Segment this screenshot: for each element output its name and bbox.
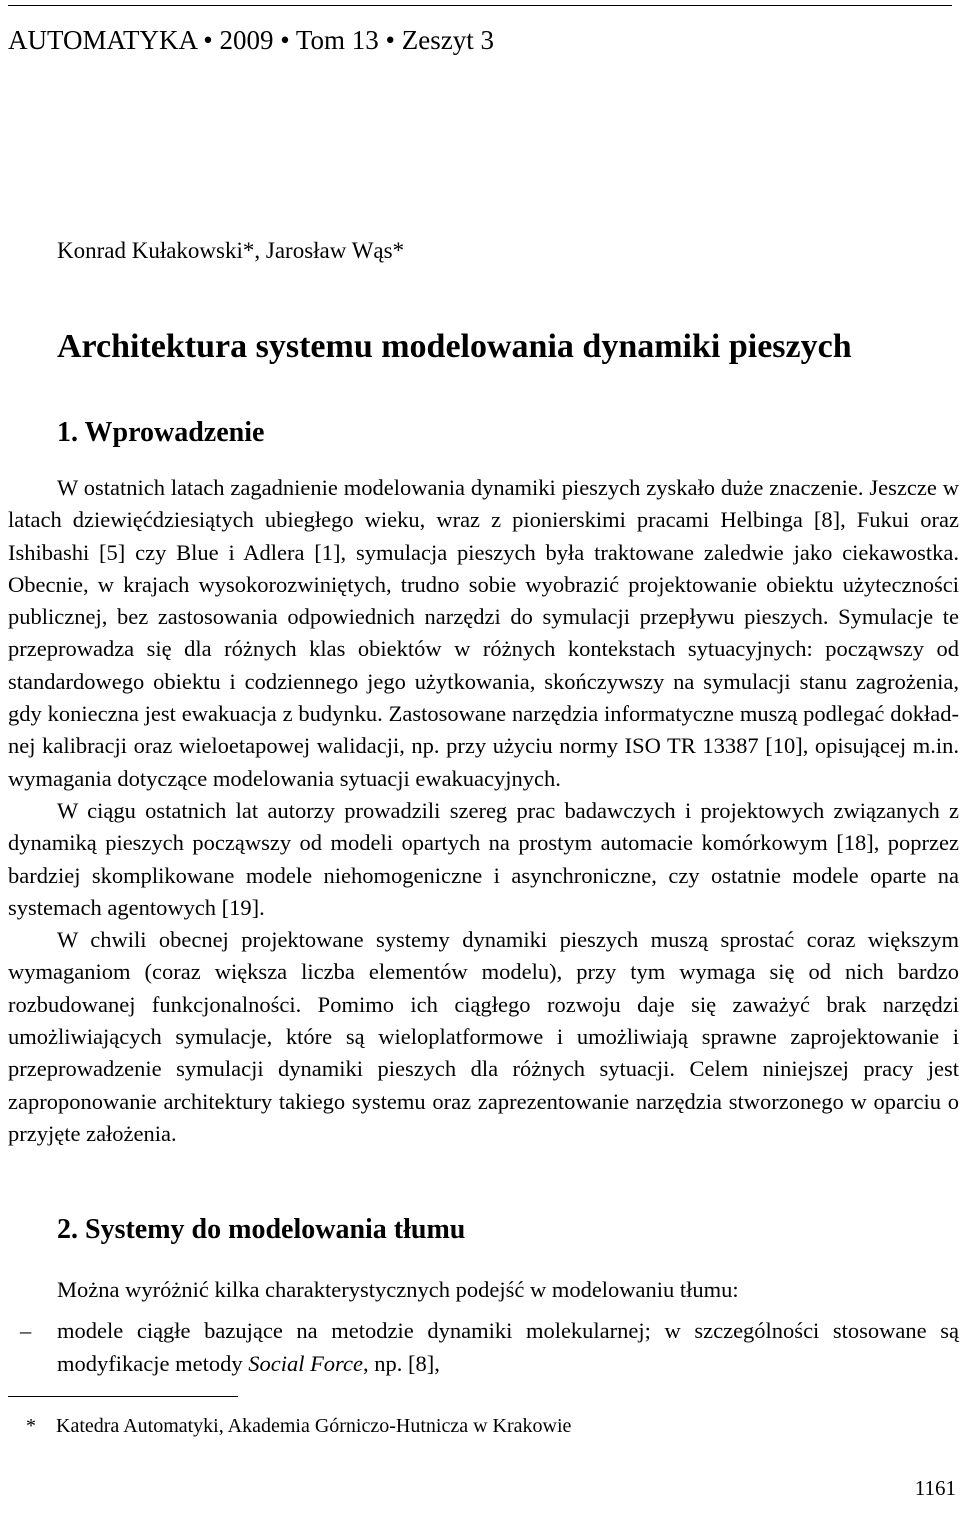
paragraph: W ostatnich latach zagadnienie modelowania dynamiki pieszych zyskało duże znaczenie. Jeszcze w latach dziewięćdziesiątych ubiegłego wieku, wraz z pionierskimi pracami Helbinga [8], Fukui oraz Ishibashi [5] czy Blue i Adlera [1], symulacja pieszych była traktowane zaledwie jako ciekawostka. Obecnie, w krajach wysokorozwiniętych, trudno sobie wyobrazić projektowanie obiektu użyteczności publicznej, bez zastosowania odpowiednich narzędzi do symulacji przepływu pieszych. Symulacje te przeprowadza się dla różnych klas obiektów w różnych kontekstach sytuacyjnych: począwszy od standardowego obiektu i codziennego jego użytkowania, skończywszy na symulacji stanu zagrożenia, gdy konieczna jest ewakuacja z budynku. Zastosowane narzędzia informatyczne muszą podlegać dokładnej kalibracji oraz wieloetapowej walidacji, np. przy użyciu normy ISO TR 13387 [10], opisującej m.in. wymagania dotyczące modelowania sytuacji ewakuacyjnych.: [8, 475, 959, 791]
list-text-italic: Social Force: [248, 1351, 363, 1376]
section-1-heading: 1. Wprowadzenie: [57, 417, 265, 448]
list-text-part: modele ciągłe bazujące na metodzie dynamiki molekularnej; w szczególności stosowane są modyfikacje metody: [57, 1318, 959, 1376]
list-dash: –: [20, 1318, 32, 1343]
list-item: [8, 1314, 959, 1380]
header-rule: [8, 5, 952, 6]
footnote-mark: *: [26, 1415, 36, 1437]
journal-header: AUTOMATYKA • 2009 • Tom 13 • Zeszyt 3: [8, 25, 494, 55]
section-2-heading: 2. Systemy do modelowania tłumu: [57, 1214, 466, 1245]
paper-title: Architektura systemu modelowania dynamiki pieszych: [57, 328, 852, 365]
footnote-rule: [8, 1396, 238, 1397]
list-item-text: [57, 1314, 959, 1380]
authors: Konrad Kułakowski*, Jarosław Wąs*: [57, 238, 405, 263]
page-number: 1161: [914, 1476, 956, 1500]
section-2-intro: Można wyróżnić kilka charakterystycznych podejść w modelowaniu tłumu:: [57, 1277, 739, 1302]
footnote: [26, 1412, 571, 1440]
paragraph: W ciągu ostatnich lat autorzy prowadzili szereg prac badawczych i projektowych związanych z dynamiką pieszych począwszy od modeli opartych na prostym automacie komórkowym [18], poprzez bardziej skomplikowane modele niehomogeniczne i asynchroniczne, czy ostatnie modele oparte na systemach agentowych [19].: [8, 797, 959, 920]
footnote-text: Katedra Automatyki, Akademia Górniczo-Hutnicza w Krakowie: [56, 1415, 572, 1437]
section-1-body: [8, 472, 959, 1150]
paragraph: W chwili obecnej projektowane systemy dynamiki pieszych muszą sprostać coraz większym wymaganiom (coraz większa liczba elementów modelu), przy tym wymaga się od nich bardzo rozbudowanej funkcjonalności. Pomimo ich ciągłego rozwoju daje się zaważyć brak narzędzi umożliwiających symulacje, które są wieloplatformowe i umożliwiają sprawne zaprojektowanie i przeprowadzenie symulacji dynamiki pieszych dla różnych sytuacji. Celem niniejszej pracy jest zaproponowanie architektury takiego systemu oraz zaprezentowanie narzędzia stworzonego w oparciu o przyjęte założenia.: [8, 927, 959, 1146]
list-text-part: , np. [8],: [362, 1351, 440, 1376]
